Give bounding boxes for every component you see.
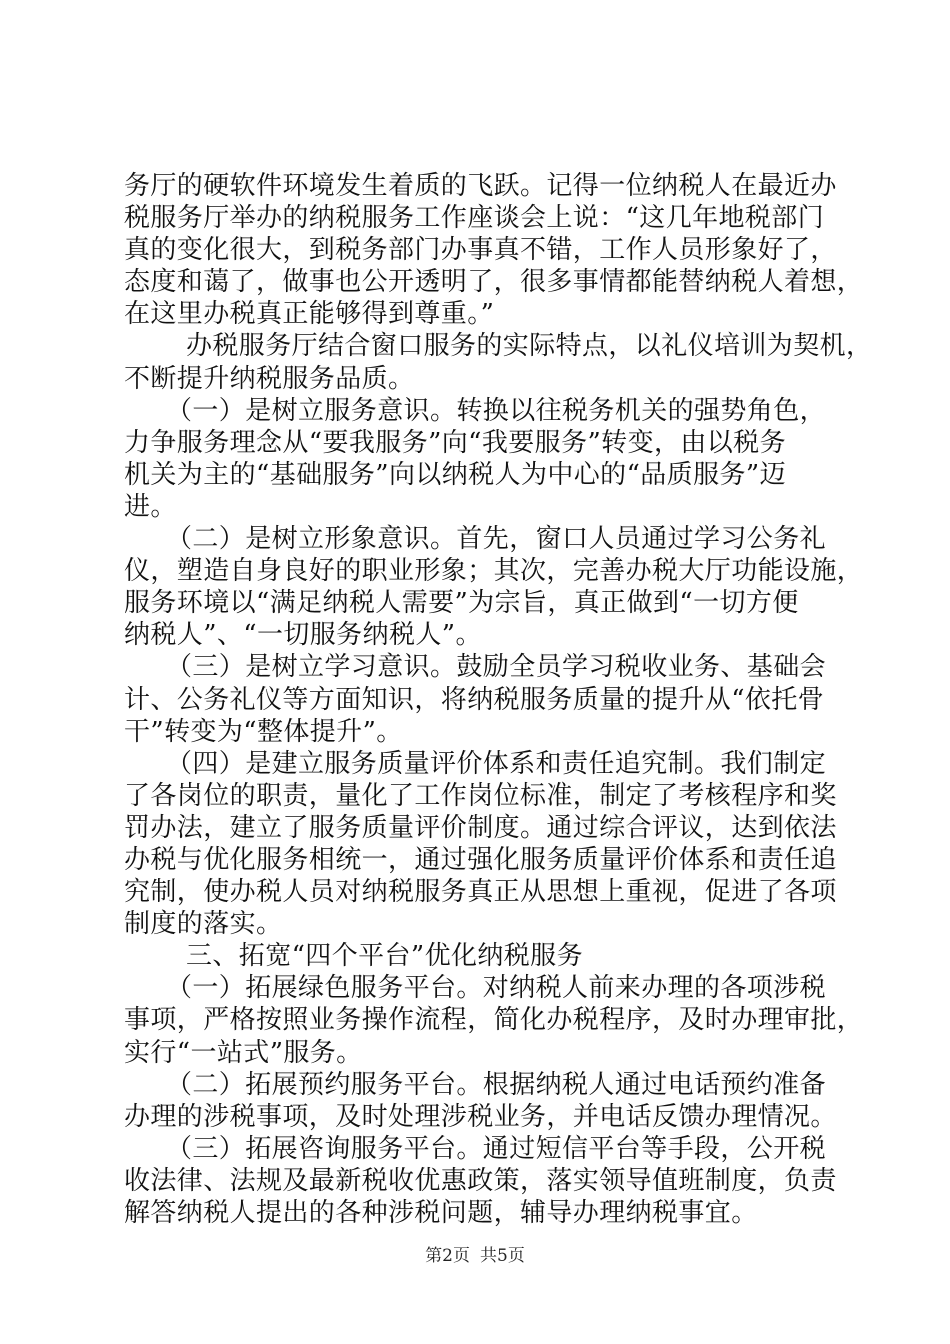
- page-total: 共5页: [480, 1246, 525, 1266]
- page-number: 第2页: [425, 1246, 470, 1266]
- text-line: （三）拓展咨询服务平台。通过短信平台等手段，公开税: [166, 1133, 827, 1164]
- text-line: 税服务厅举办的纳税服务工作座谈会上说：“这几年地税部门: [124, 203, 825, 234]
- text-line: 办税与优化服务相统一，通过强化服务质量评价体系和责任追: [124, 844, 837, 875]
- text-line: 解答纳税人提出的各种涉税问题，辅导办理纳税事宜。: [124, 1198, 758, 1228]
- text-line: 态度和蔼了，做事也公开透明了，很多事情都能替纳税人着想，: [124, 267, 864, 298]
- text-line: 收法律、法规及最新税收优惠政策，落实领导值班制度，负责: [124, 1165, 837, 1196]
- text-line: 实行“一站式”服务。: [124, 1037, 363, 1068]
- page-footer: [0, 1245, 950, 1267]
- text-line: 计、公务礼仪等方面知识，将纳税服务质量的提升从“依托骨: [124, 684, 825, 715]
- text-line: （一）拓展绿色服务平台。对纳税人前来办理的各项涉税: [166, 973, 827, 1004]
- text-line: 办税服务厅结合窗口服务的实际特点，以礼仪培训为契机，: [186, 331, 873, 362]
- text-line: （三）是树立学习意识。鼓励全员学习税收业务、基础会: [166, 652, 827, 683]
- text-line: （四）是建立服务质量评价体系和责任追究制。我们制定: [166, 748, 827, 779]
- text-line: 服务环境以“满足纳税人需要”为宗旨，真正做到“一切方便: [124, 588, 799, 619]
- text-line: 真的变化很大，到税务部门办事真不错，工作人员形象好了，: [124, 235, 837, 266]
- text-line: 罚办法，建立了服务质量评价制度。通过综合评议，达到依法: [124, 812, 837, 843]
- text-line: 进。: [124, 491, 177, 522]
- text-line: （一）是树立服务意识。转换以往税务机关的强势角色，: [166, 395, 827, 426]
- text-line: （二）拓展预约服务平台。根据纳税人通过电话预约准备: [166, 1069, 827, 1100]
- text-line: 究制，使办税人员对纳税服务真正从思想上重视，促进了各项: [124, 877, 837, 908]
- text-line: （二）是树立形象意识。首先，窗口人员通过学习公务礼: [166, 524, 827, 555]
- text-line: 制度的落实。: [124, 909, 283, 940]
- text-line: 纳税人”、“一切服务纳税人”。: [124, 620, 482, 651]
- text-line: 力争服务理念从“要我服务”向“我要服务”转变，由以税务: [124, 427, 786, 458]
- text-line: 干”转变为“整体提升”。: [124, 716, 403, 747]
- text-line: 事项，严格按照业务操作流程，简化办税程序，及时办理审批，: [124, 1005, 864, 1036]
- text-line: 仪，塑造自身良好的职业形象；其次，完善办税大厅功能设施，: [124, 556, 864, 587]
- text-line: 机关为主的“基础服务”向以纳税人为中心的“品质服务”迈: [124, 459, 786, 490]
- text-line: 在这里办税真正能够得到尊重。”: [124, 299, 495, 330]
- text-line: 办理的涉税事项，及时处理涉税业务，并电话反馈办理情况。: [124, 1101, 837, 1132]
- text-line: 务厅的硬软件环境发生着质的飞跃。记得一位纳税人在最近办: [124, 171, 837, 201]
- text-line: 了各岗位的职责，量化了工作岗位标准，制定了考核程序和奖: [124, 780, 837, 811]
- text-line: 三、拓宽“四个平台”优化纳税服务: [186, 941, 583, 972]
- text-line: 不断提升纳税服务品质。: [124, 363, 415, 394]
- document-body: [124, 170, 873, 1229]
